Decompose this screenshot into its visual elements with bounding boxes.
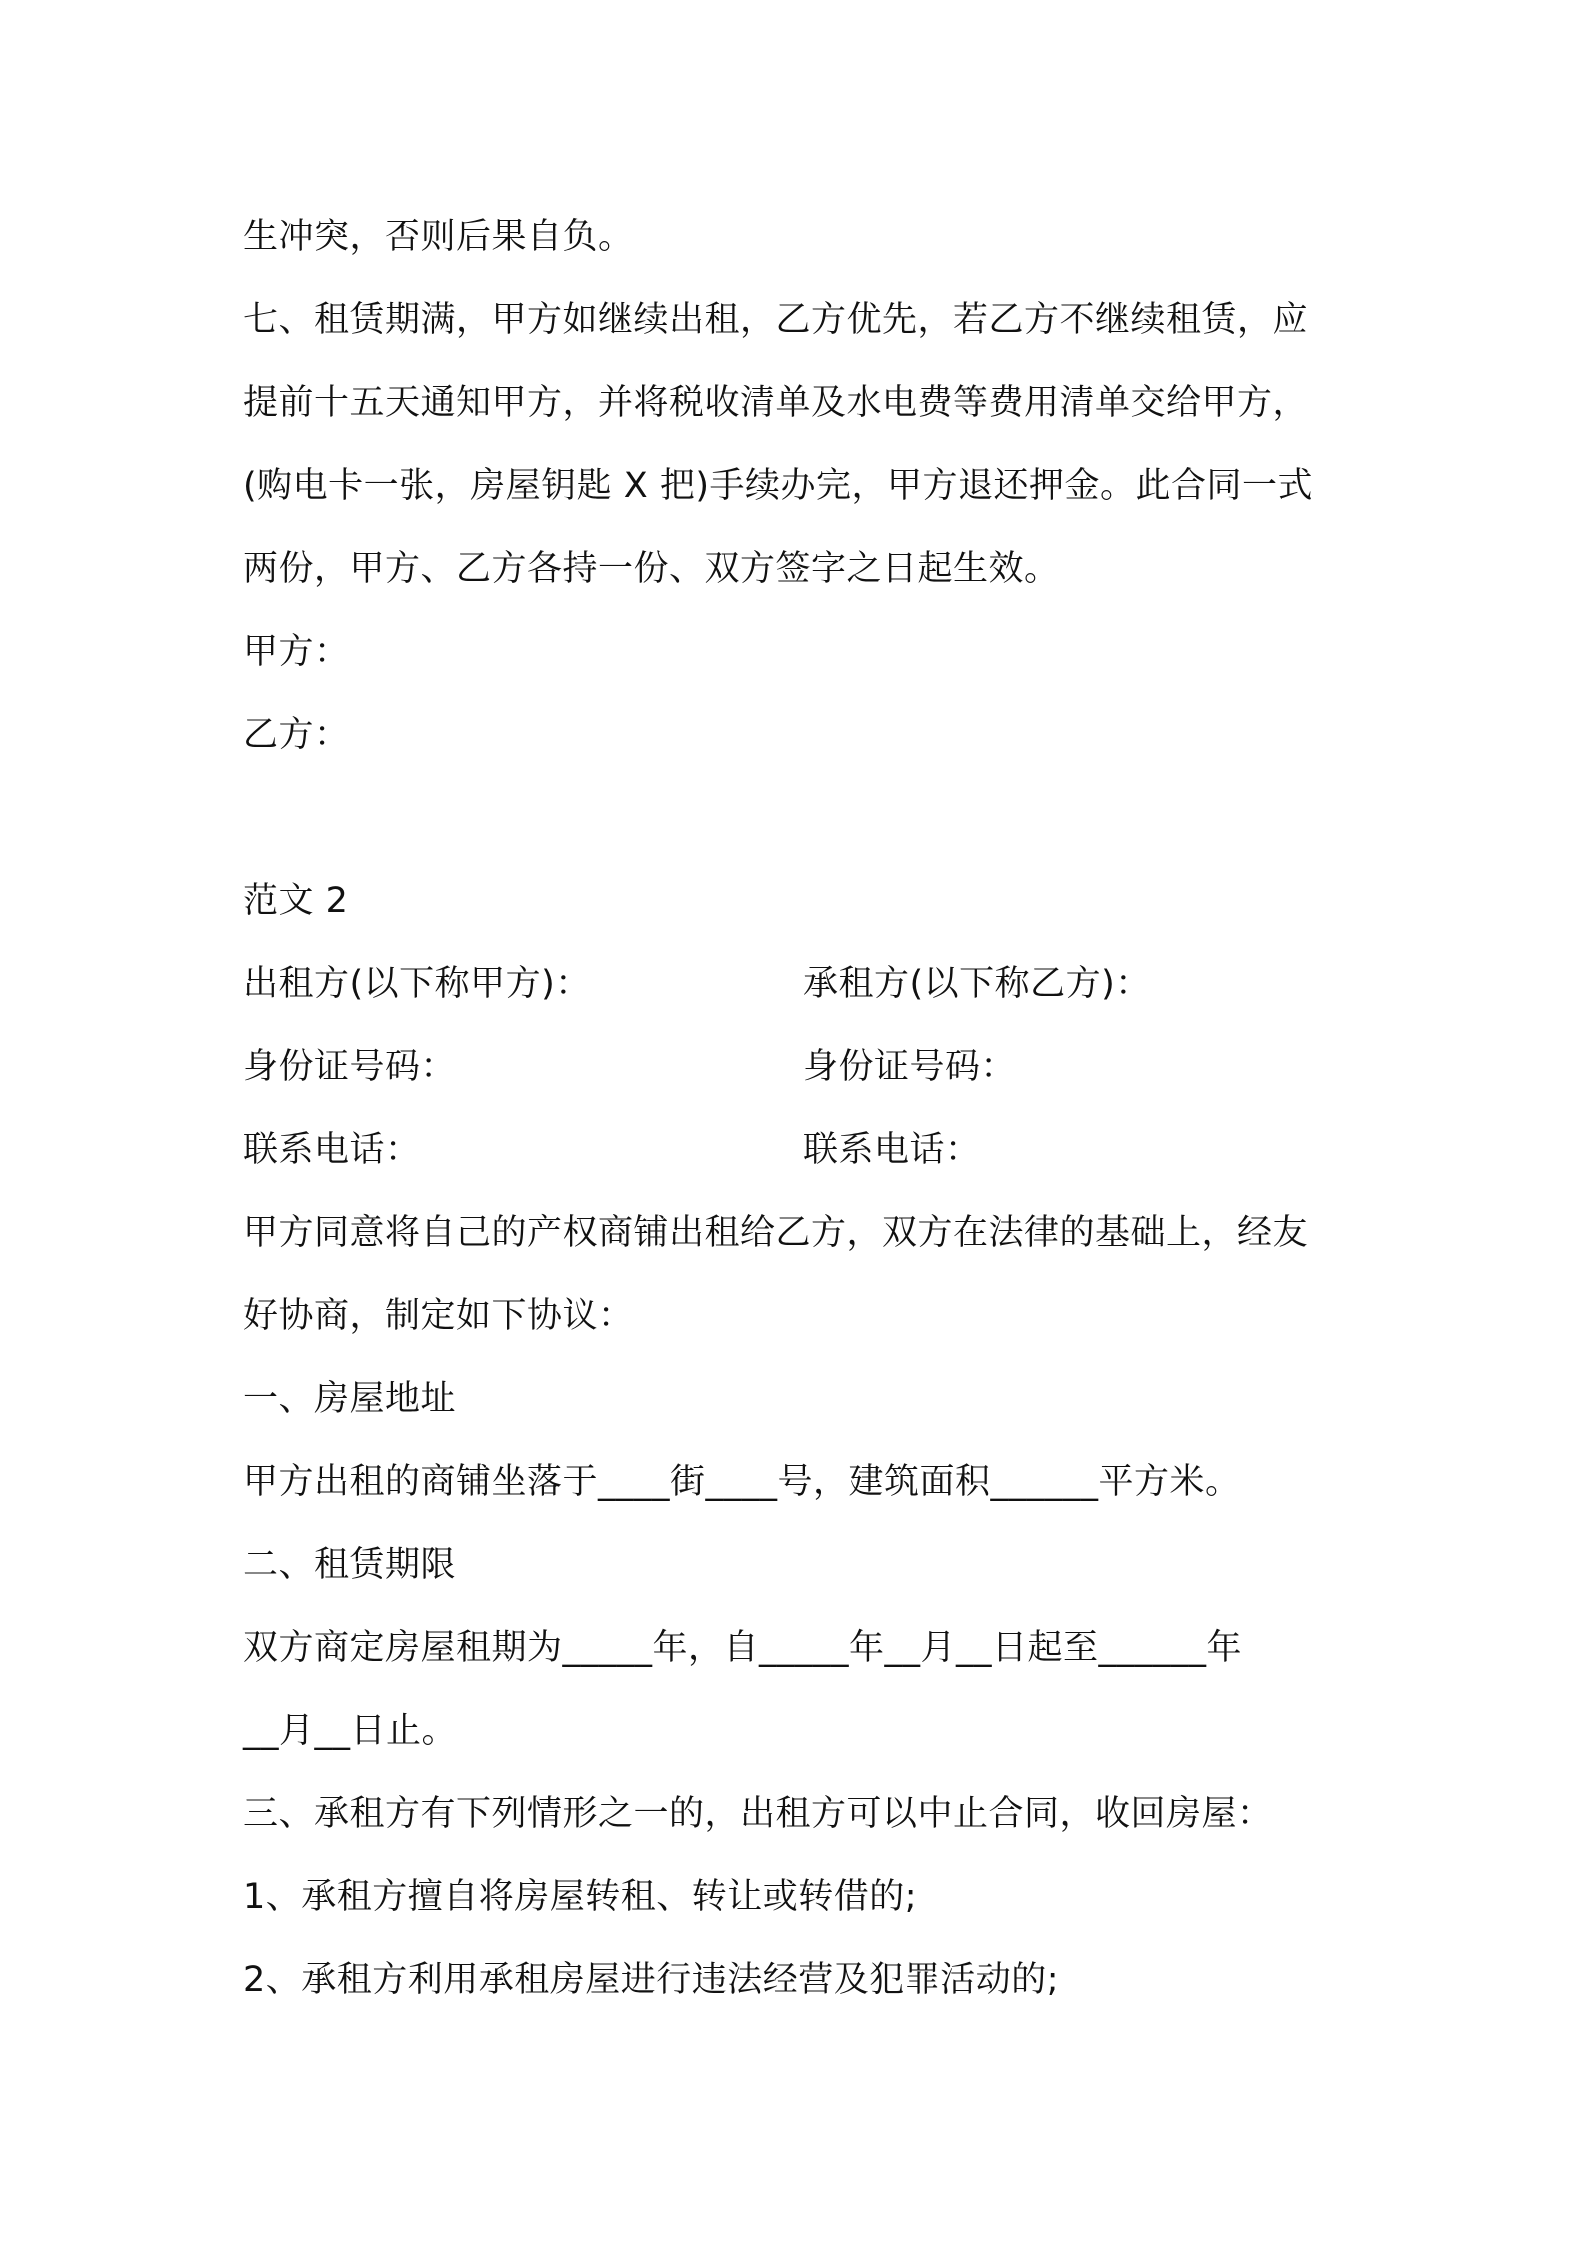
section-heading-term: 二、租赁期限 (243, 1545, 457, 1585)
lessee-label: 承租方(以下称乙方)： (803, 964, 1151, 1004)
sample-title: 范文 2 (243, 881, 349, 921)
party-row-names (243, 943, 1353, 1026)
party-a-signature-label: 甲方： (243, 632, 350, 672)
lessor-phone-label: 联系电话： (243, 1130, 421, 1170)
lessee-id-label: 身份证号码： (803, 1047, 1017, 1087)
agreement-intro-line-1: 甲方同意将自己的产权商铺出租给乙方，双方在法律的基础上，经友 (243, 1213, 1309, 1253)
lessee-phone-label: 联系电话： (803, 1130, 981, 1170)
document-body (243, 196, 1353, 2022)
clause-seven-line-3: (购电卡一张，房屋钥匙 X 把)手续办完，甲方退还押金。此合同一式 (243, 466, 1314, 506)
clause-six-ending: 生冲突，否则后果自负。 (243, 217, 634, 257)
address-clause: 甲方出租的商铺坐落于____街____号，建筑面积______平方米。 (243, 1462, 1241, 1502)
clause-seven-line-2: 提前十五天通知甲方，并将税收清单及水电费等费用清单交给甲方， (243, 383, 1309, 423)
party-row-id (243, 1026, 1353, 1109)
agreement-intro-line-2: 好协商，制定如下协议： (243, 1296, 634, 1336)
lessor-id-label: 身份证号码： (243, 1047, 457, 1087)
section-heading-address: 一、房屋地址 (243, 1379, 457, 1419)
lessor-label: 出租方(以下称甲方)： (243, 964, 591, 1004)
party-row-phone (243, 1109, 1353, 1192)
clause-seven-line-4: 两份，甲方、乙方各持一份、双方签字之日起生效。 (243, 549, 1060, 589)
term-clause-line-1: 双方商定房屋租期为_____年，自_____年__月__日起至______年 (243, 1628, 1243, 1668)
party-b-signature-label: 乙方： (243, 715, 350, 755)
clause-seven-line-1: 七、租赁期满，甲方如继续出租，乙方优先，若乙方不继续租赁，应 (243, 300, 1309, 340)
term-clause-line-2: __月__日止。 (243, 1711, 458, 1751)
section-heading-termination: 三、承租方有下列情形之一的，出租方可以中止合同，收回房屋： (243, 1794, 1273, 1834)
termination-item-1: 1、承租方擅自将房屋转租、转让或转借的; (243, 1877, 918, 1917)
section-spacer (243, 777, 1353, 860)
termination-item-2: 2、承租方利用承租房屋进行违法经营及犯罪活动的; (243, 1960, 1060, 2000)
